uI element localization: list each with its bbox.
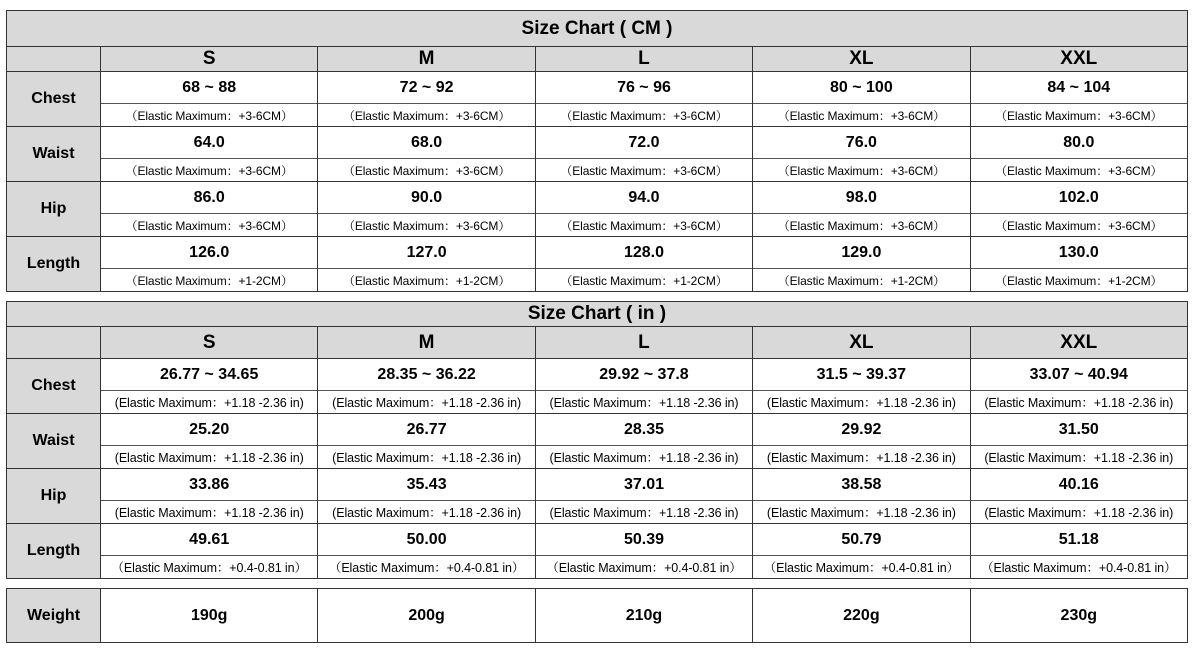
cell-note: (Elastic Maximum：+1.18 -2.36 in) [101, 446, 318, 469]
cell-value: 86.0 [101, 182, 318, 214]
cell-note: （Elastic Maximum：+1-2CM） [101, 269, 318, 292]
cell-note: （Elastic Maximum：+1-2CM） [970, 269, 1187, 292]
cell-value: 28.35 ~ 36.22 [318, 359, 535, 391]
cell-note: （Elastic Maximum：+3-6CM） [753, 214, 970, 237]
cell-value: 49.61 [101, 524, 318, 556]
cell-note: (Elastic Maximum：+1.18 -2.36 in) [318, 446, 535, 469]
corner-cell [7, 47, 101, 72]
cell-value: 29.92 [753, 414, 970, 446]
cell-note: （Elastic Maximum：+1-2CM） [753, 269, 970, 292]
cm-size-header-row [7, 47, 1188, 72]
size-header-xl: XL [753, 327, 970, 359]
table-row [7, 127, 1188, 159]
cell-note: （Elastic Maximum：+0.4-0.81 in） [318, 556, 535, 579]
cell-note: （Elastic Maximum：+0.4-0.81 in） [535, 556, 752, 579]
cell-value: 68 ~ 88 [101, 72, 318, 104]
cell-note: (Elastic Maximum：+1.18 -2.36 in) [753, 391, 970, 414]
cell-value: 26.77 [318, 414, 535, 446]
weight-value: 200g [318, 589, 535, 643]
cell-note: (Elastic Maximum：+1.18 -2.36 in) [101, 391, 318, 414]
weight-row [7, 589, 1188, 643]
cell-note: (Elastic Maximum：+1.18 -2.36 in) [101, 501, 318, 524]
cell-note: （Elastic Maximum：+3-6CM） [970, 214, 1187, 237]
cell-value: 126.0 [101, 237, 318, 269]
weight-value: 190g [101, 589, 318, 643]
cell-note: （Elastic Maximum：+3-6CM） [101, 159, 318, 182]
cell-note: (Elastic Maximum：+1.18 -2.36 in) [535, 391, 752, 414]
cell-note: （Elastic Maximum：+3-6CM） [970, 104, 1187, 127]
table-row-note [7, 446, 1188, 469]
cell-note: （Elastic Maximum：+3-6CM） [318, 159, 535, 182]
table-row-note [7, 391, 1188, 414]
cell-value: 80 ~ 100 [753, 72, 970, 104]
table-row-note [7, 159, 1188, 182]
table-row [7, 237, 1188, 269]
cell-value: 68.0 [318, 127, 535, 159]
cell-value: 29.92 ~ 37.8 [535, 359, 752, 391]
table-row-note [7, 556, 1188, 579]
cell-note: (Elastic Maximum：+1.18 -2.36 in) [753, 501, 970, 524]
table-row [7, 414, 1188, 446]
size-header-s: S [101, 47, 318, 72]
size-header-s: S [101, 327, 318, 359]
cell-value: 80.0 [970, 127, 1187, 159]
weight-value: 210g [535, 589, 752, 643]
cell-note: （Elastic Maximum：+3-6CM） [535, 214, 752, 237]
weight-value: 220g [753, 589, 970, 643]
cell-value: 128.0 [535, 237, 752, 269]
cell-note: （Elastic Maximum：+0.4-0.81 in） [753, 556, 970, 579]
cell-value: 33.07 ~ 40.94 [970, 359, 1187, 391]
cell-value: 35.43 [318, 469, 535, 501]
table-row-note [7, 501, 1188, 524]
cell-value: 64.0 [101, 127, 318, 159]
cell-note: （Elastic Maximum：+3-6CM） [753, 159, 970, 182]
row-label-weight: Weight [7, 589, 101, 643]
cell-note: （Elastic Maximum：+1-2CM） [535, 269, 752, 292]
size-chart-in [6, 301, 1188, 579]
cell-note: (Elastic Maximum：+1.18 -2.36 in) [970, 446, 1187, 469]
row-label-hip: Hip [7, 182, 101, 237]
row-label-length: Length [7, 237, 101, 292]
cell-note: （Elastic Maximum：+3-6CM） [535, 104, 752, 127]
cell-value: 84 ~ 104 [970, 72, 1187, 104]
cell-value: 31.50 [970, 414, 1187, 446]
cell-note: (Elastic Maximum：+1.18 -2.36 in) [753, 446, 970, 469]
weight-table [6, 588, 1188, 643]
row-label-length: Length [7, 524, 101, 579]
row-label-chest: Chest [7, 72, 101, 127]
weight-value: 230g [970, 589, 1187, 643]
size-header-m: M [318, 327, 535, 359]
cell-note: （Elastic Maximum：+3-6CM） [535, 159, 752, 182]
in-chart-title: Size Chart ( in ) [7, 302, 1188, 327]
size-header-xl: XL [753, 47, 970, 72]
size-header-l: L [535, 47, 752, 72]
cell-value: 28.35 [535, 414, 752, 446]
cell-note: （Elastic Maximum：+3-6CM） [101, 104, 318, 127]
cell-note: (Elastic Maximum：+1.18 -2.36 in) [535, 501, 752, 524]
size-chart-cm [6, 10, 1188, 292]
cell-note: （Elastic Maximum：+0.4-0.81 in） [970, 556, 1187, 579]
cell-value: 90.0 [318, 182, 535, 214]
cell-value: 127.0 [318, 237, 535, 269]
cell-value: 25.20 [101, 414, 318, 446]
cell-note: (Elastic Maximum：+1.18 -2.36 in) [318, 391, 535, 414]
cell-value: 98.0 [753, 182, 970, 214]
cell-value: 72 ~ 92 [318, 72, 535, 104]
table-row-note [7, 214, 1188, 237]
table-row-note [7, 104, 1188, 127]
row-label-chest: Chest [7, 359, 101, 414]
cell-note: （Elastic Maximum：+3-6CM） [970, 159, 1187, 182]
cell-value: 50.79 [753, 524, 970, 556]
table-row [7, 72, 1188, 104]
cell-value: 50.39 [535, 524, 752, 556]
cell-value: 51.18 [970, 524, 1187, 556]
cell-value: 94.0 [535, 182, 752, 214]
cell-note: （Elastic Maximum：+3-6CM） [101, 214, 318, 237]
cell-value: 129.0 [753, 237, 970, 269]
cm-chart-title: Size Chart ( CM ) [7, 11, 1188, 47]
cell-value: 76 ~ 96 [535, 72, 752, 104]
row-label-waist: Waist [7, 414, 101, 469]
cell-note: （Elastic Maximum：+3-6CM） [318, 104, 535, 127]
table-row [7, 524, 1188, 556]
corner-cell [7, 327, 101, 359]
cell-value: 40.16 [970, 469, 1187, 501]
cell-note: （Elastic Maximum：+3-6CM） [318, 214, 535, 237]
cell-value: 72.0 [535, 127, 752, 159]
cell-note: （Elastic Maximum：+0.4-0.81 in） [101, 556, 318, 579]
cell-value: 33.86 [101, 469, 318, 501]
cell-value: 38.58 [753, 469, 970, 501]
size-header-xxl: XXL [970, 47, 1187, 72]
cell-note: (Elastic Maximum：+1.18 -2.36 in) [970, 501, 1187, 524]
cell-value: 130.0 [970, 237, 1187, 269]
table-row [7, 182, 1188, 214]
cell-note: (Elastic Maximum：+1.18 -2.36 in) [318, 501, 535, 524]
cell-value: 102.0 [970, 182, 1187, 214]
row-label-waist: Waist [7, 127, 101, 182]
table-row [7, 359, 1188, 391]
cell-note: (Elastic Maximum：+1.18 -2.36 in) [970, 391, 1187, 414]
size-header-xxl: XXL [970, 327, 1187, 359]
cell-value: 31.5 ~ 39.37 [753, 359, 970, 391]
cell-value: 50.00 [318, 524, 535, 556]
in-size-header-row [7, 327, 1188, 359]
cell-note: (Elastic Maximum：+1.18 -2.36 in) [535, 446, 752, 469]
cell-note: （Elastic Maximum：+1-2CM） [318, 269, 535, 292]
cell-value: 37.01 [535, 469, 752, 501]
cell-value: 76.0 [753, 127, 970, 159]
size-header-m: M [318, 47, 535, 72]
cell-note: （Elastic Maximum：+3-6CM） [753, 104, 970, 127]
cell-value: 26.77 ~ 34.65 [101, 359, 318, 391]
size-header-l: L [535, 327, 752, 359]
table-row-note [7, 269, 1188, 292]
table-row [7, 469, 1188, 501]
row-label-hip: Hip [7, 469, 101, 524]
